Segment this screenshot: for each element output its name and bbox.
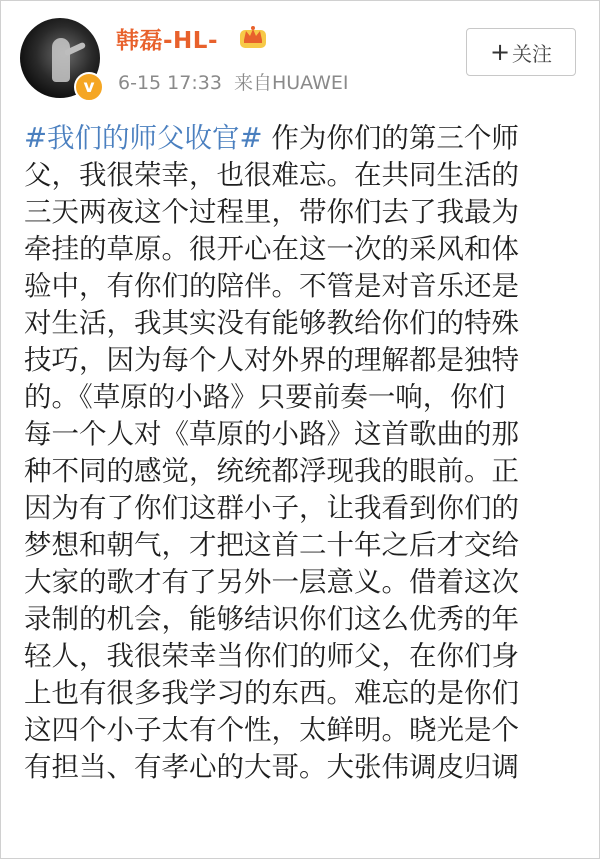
- post-body-line: 录制的机会，能够结识你们这么优秀的年: [24, 603, 519, 635]
- hashtag-link[interactable]: #我们的师父收官#: [24, 122, 263, 154]
- verified-badge-icon: v: [74, 72, 104, 102]
- post-body-line: 大家的歌才有了另外一层意义。借着这次: [24, 566, 519, 598]
- post-body-line: 验中，有你们的陪伴。不管是对音乐还是: [24, 270, 519, 302]
- post-body-line: 因为有了你们这群小子，让我看到你们的: [24, 492, 519, 524]
- post-timestamp: 6-15 17:33: [118, 72, 222, 94]
- post-source[interactable]: 来自HUAWEI: [233, 72, 349, 94]
- post-body-line: 这四个小子太有个性，太鲜明。晓光是个: [24, 714, 519, 746]
- post-body-line: 种不同的感觉，统统都浮现我的眼前。正: [24, 455, 519, 487]
- post-body-line: 三天两夜这个过程里，带你们去了我最为: [24, 196, 519, 228]
- post-body-line: 有担当、有孝心的大哥。大张伟调皮归调: [24, 751, 519, 783]
- post-body-text: 作为你们的第三个师: [262, 122, 519, 154]
- post-body-line: 每一个人对《草原的小路》这首歌曲的那: [24, 418, 519, 450]
- post-body-line-0: [24, 120, 584, 157]
- follow-label: 关注: [512, 41, 553, 66]
- username[interactable]: 韩磊-HL-: [116, 28, 218, 54]
- avatar-figure: [52, 38, 70, 82]
- post-body-line: 对生活，我其实没有能够教给你们的特殊: [24, 307, 519, 339]
- follow-button[interactable]: [466, 28, 576, 76]
- post-body-line: 牵挂的草原。很开心在这一次的采风和体: [24, 233, 519, 265]
- post-body-line: 上也有很多我学习的东西。难忘的是你们: [24, 677, 519, 709]
- post-body-line: 轻人，我很荣幸当你们的师父，在你们身: [24, 640, 519, 672]
- post-meta: [118, 68, 355, 95]
- post-body: [24, 120, 584, 786]
- crown-member-icon: [238, 22, 268, 50]
- post-body-line: 梦想和朝气，才把这首二十年之后才交给: [24, 529, 519, 561]
- post-body-line: 的。《草原的小路》只要前奏一响，你们: [24, 381, 506, 413]
- plus-icon: +: [489, 38, 511, 66]
- post-body-line: 父，我很荣幸，也很难忘。在共同生活的: [24, 159, 519, 191]
- post-header: [0, 0, 600, 110]
- post-body-line: 技巧，因为每个人对外界的理解都是独特: [24, 344, 519, 376]
